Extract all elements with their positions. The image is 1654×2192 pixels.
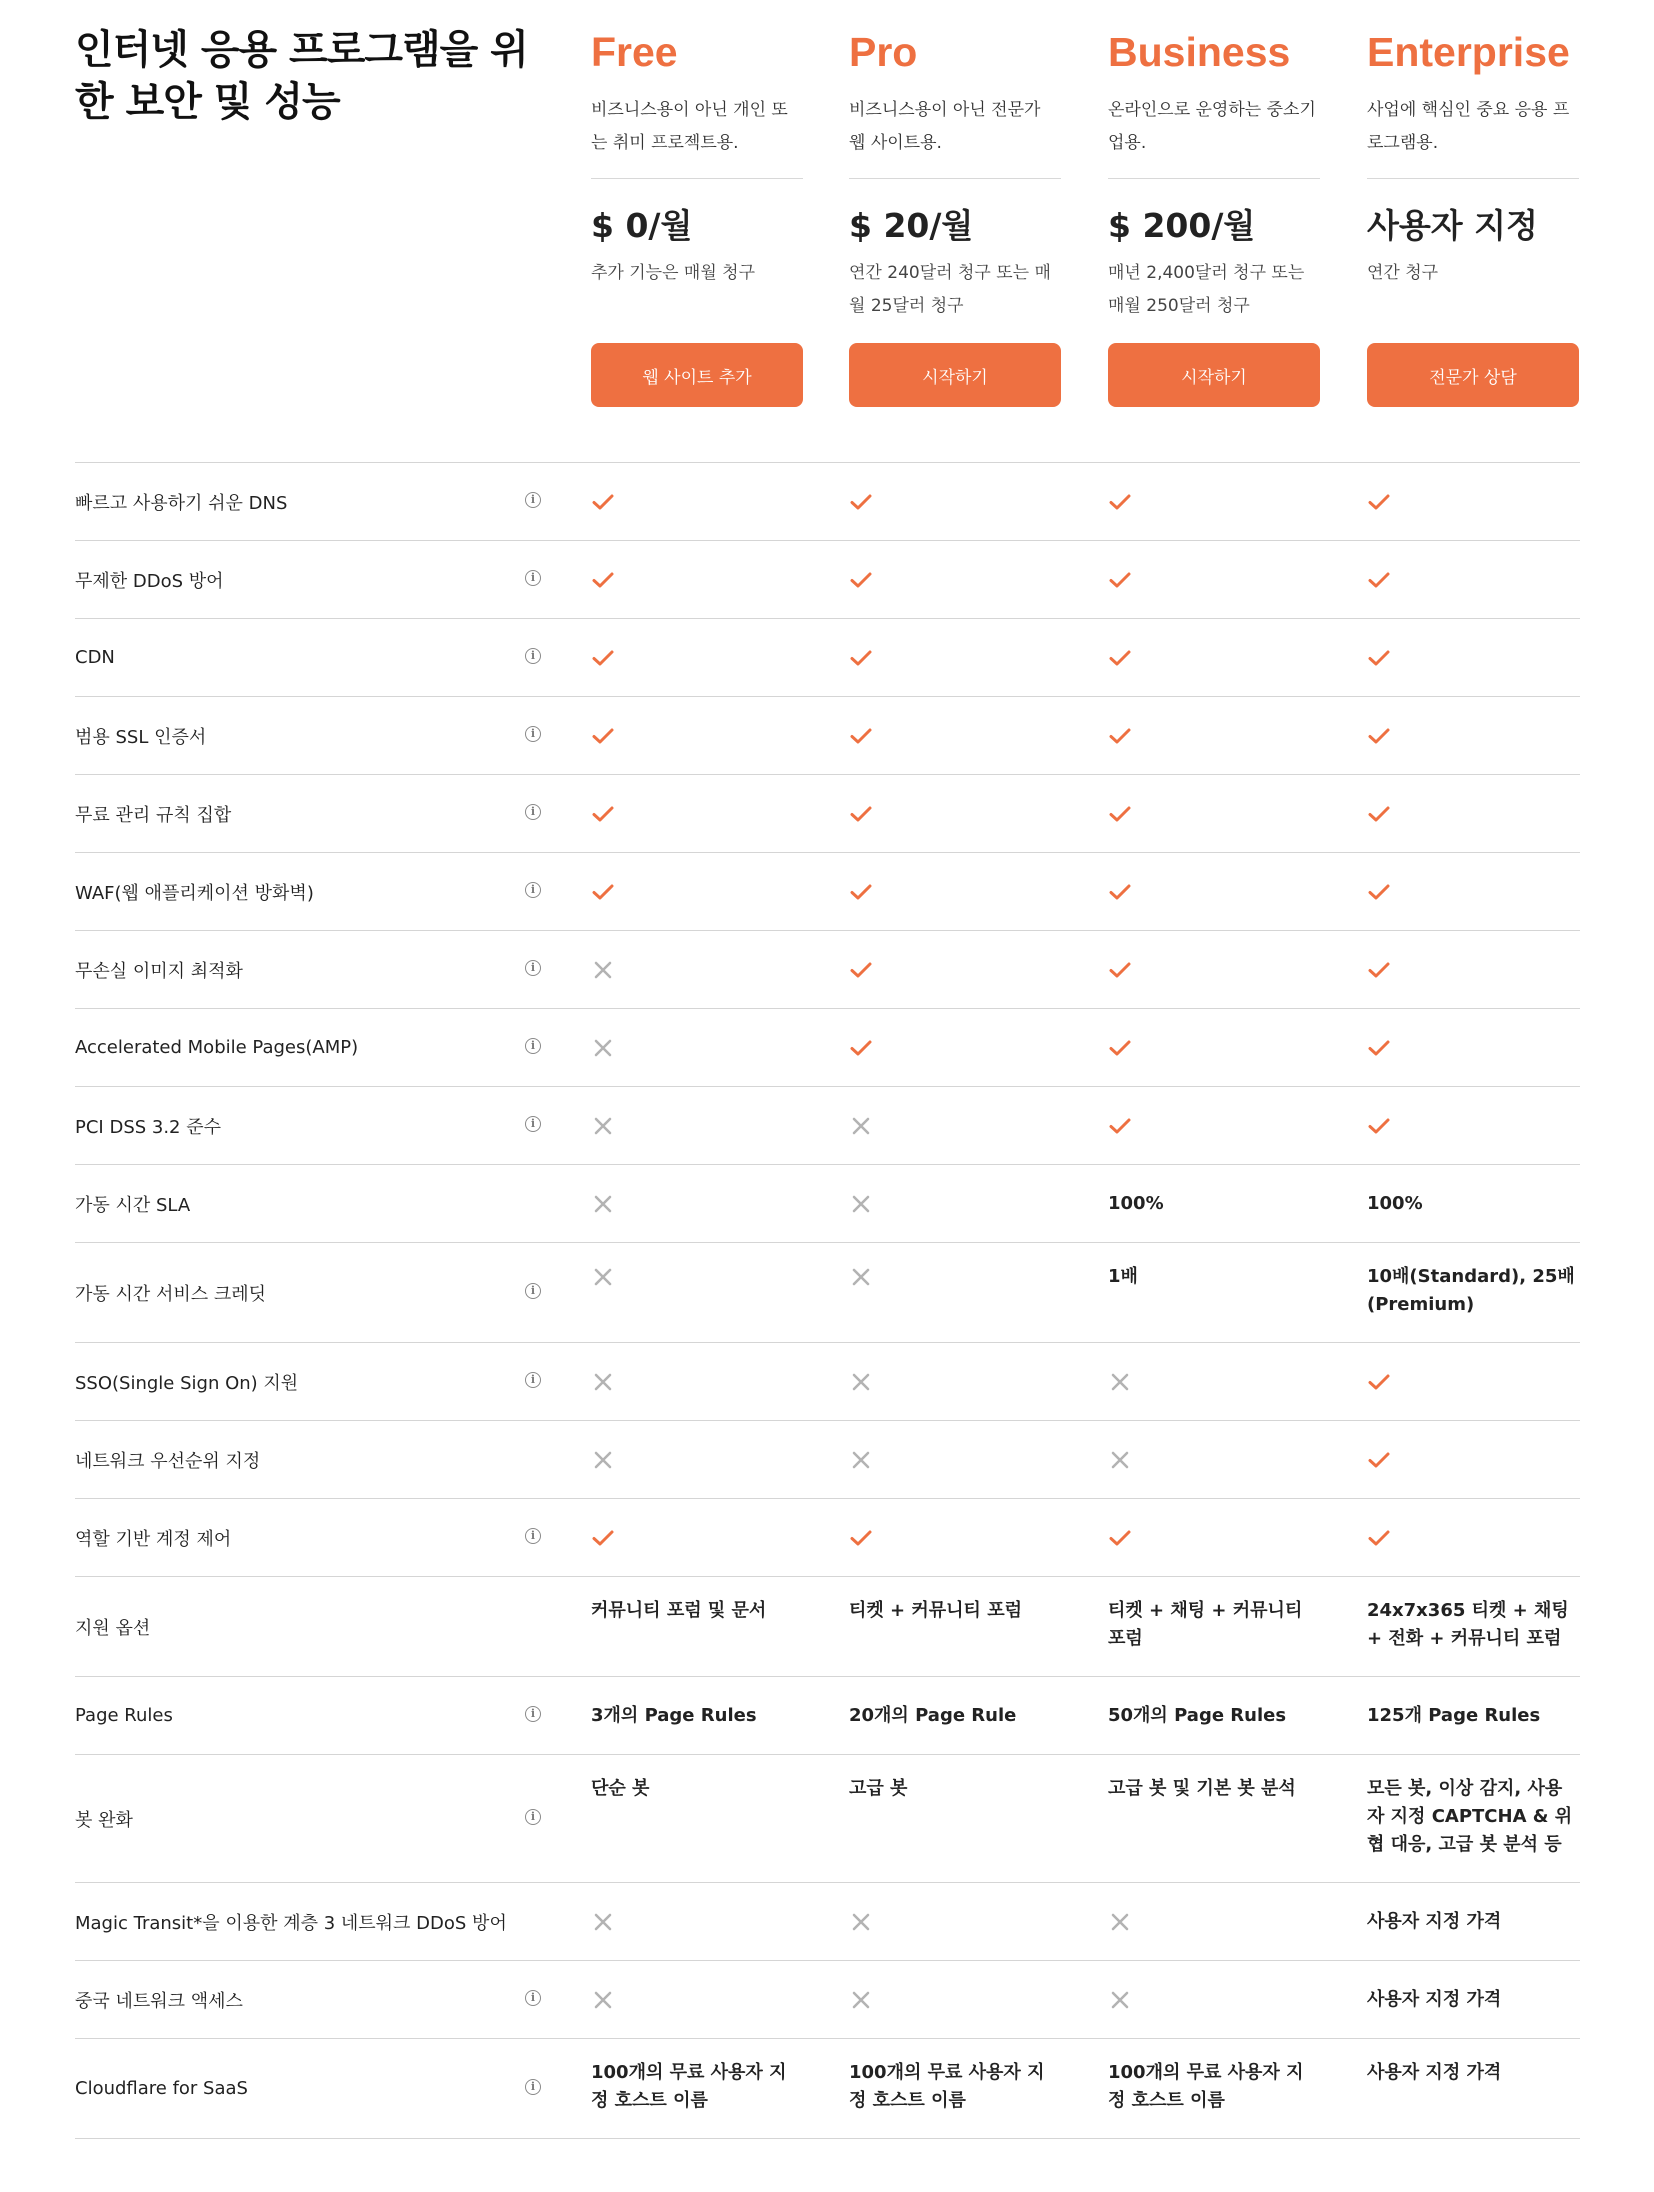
table-row: [75, 2039, 1580, 2139]
cell-enterprise: 사용자 지정 가격: [1367, 1910, 1502, 1932]
info-icon[interactable]: i: [525, 882, 541, 898]
cross-icon: [849, 1114, 873, 1138]
table-row: [75, 1499, 1580, 1577]
cell-enterprise: [1367, 1034, 1579, 1062]
check-icon: [1108, 1036, 1132, 1060]
table-row: [75, 1243, 1580, 1343]
check-icon: [1367, 802, 1391, 826]
feature-label: Magic Transit*을 이용한 계층 3 네트워크 DDoS 방어: [75, 1912, 507, 1934]
plan-name: Free: [591, 29, 678, 75]
cross-icon: [849, 1265, 873, 1289]
feature-label: Cloudflare for SaaS: [75, 2078, 248, 2099]
check-icon: [1367, 646, 1391, 670]
cell-free: [591, 1263, 803, 1291]
cell-pro: [849, 722, 1061, 750]
cell-pro: [849, 1908, 1061, 1936]
cross-icon: [591, 1988, 615, 2012]
cell-business: [1108, 1524, 1320, 1552]
check-icon: [849, 1036, 873, 1060]
cell-business: [1108, 878, 1320, 906]
cell-pro: [849, 1190, 1061, 1218]
table-row: [75, 1009, 1580, 1087]
cell-enterprise: 10배(Standard), 25배 (Premium): [1367, 1266, 1575, 1315]
check-icon: [849, 724, 873, 748]
info-icon[interactable]: i: [525, 726, 541, 742]
cross-icon: [849, 1910, 873, 1934]
plan-divider: [591, 178, 803, 179]
feature-label: SSO(Single Sign On) 지원: [75, 1372, 299, 1394]
table-row: [75, 1677, 1580, 1755]
check-icon: [591, 802, 615, 826]
plan-description: 사업에 핵심인 중요 응용 프로그램용.: [1367, 100, 1570, 153]
feature-label: 봇 완화: [75, 1809, 133, 1831]
check-icon: [849, 958, 873, 982]
cell-business: [1108, 1908, 1320, 1936]
check-icon: [1367, 568, 1391, 592]
cell-pro: [849, 878, 1061, 906]
feature-label: 역할 기반 계정 제어: [75, 1528, 232, 1550]
feature-label: 가동 시간 SLA: [75, 1194, 191, 1216]
table-row: [75, 853, 1580, 931]
cell-enterprise: 모든 봇, 이상 감지, 사용자 지정 CAPTCHA & 위협 대응, 고급 봇 분석 등: [1367, 1778, 1573, 1855]
plan-divider: [1108, 178, 1320, 179]
cell-free: [591, 1908, 803, 1936]
check-icon: [1367, 958, 1391, 982]
cross-icon: [591, 1448, 615, 1472]
table-row: [75, 697, 1580, 775]
cell-pro: [849, 488, 1061, 516]
cell-enterprise: [1367, 1446, 1579, 1474]
cell-free: [591, 1034, 803, 1062]
feature-label: CDN: [75, 647, 115, 668]
check-icon: [1108, 880, 1132, 904]
cell-enterprise: [1367, 878, 1579, 906]
cross-icon: [1108, 1910, 1132, 1934]
cell-pro: [849, 1524, 1061, 1552]
table-row: [75, 619, 1580, 697]
cell-free: [591, 722, 803, 750]
feature-label: 무제한 DDoS 방어: [75, 570, 224, 592]
cross-icon: [591, 1265, 615, 1289]
check-icon: [591, 1526, 615, 1550]
feature-label: 무손실 이미지 최적화: [75, 960, 243, 982]
check-icon: [591, 646, 615, 670]
info-icon[interactable]: i: [525, 1372, 541, 1388]
plan-price: $ 20/월: [849, 206, 974, 245]
table-row: [75, 1087, 1580, 1165]
cell-enterprise: [1367, 488, 1579, 516]
feature-label: PCI DSS 3.2 준수: [75, 1116, 222, 1138]
plan-cta-button-free[interactable]: 웹 사이트 추가: [591, 343, 803, 407]
check-icon: [591, 724, 615, 748]
check-icon: [849, 880, 873, 904]
cell-pro: [849, 644, 1061, 672]
check-icon: [1108, 802, 1132, 826]
cell-enterprise: [1367, 1368, 1579, 1396]
plan-description: 비즈니스용이 아닌 전문가 웹 사이트용.: [849, 100, 1041, 153]
cross-icon: [591, 1114, 615, 1138]
info-icon[interactable]: i: [525, 1038, 541, 1054]
feature-label: 네트워크 우선순위 지정: [75, 1450, 261, 1472]
cell-free: 3개의 Page Rules: [591, 1704, 757, 1726]
check-icon: [849, 802, 873, 826]
cell-business: 고급 봇 및 기본 봇 분석: [1108, 1778, 1296, 1799]
cell-enterprise: 사용자 지정 가격: [1367, 2062, 1502, 2083]
plan-description: 온라인으로 운영하는 중소기업용.: [1108, 100, 1316, 153]
cross-icon: [591, 1370, 615, 1394]
cell-enterprise: 24x7x365 티켓 + 채팅 + 전화 + 커뮤니티 포럼: [1367, 1600, 1569, 1649]
check-icon: [1108, 1526, 1132, 1550]
cell-pro: 100개의 무료 사용자 지정 호스트 이름: [849, 2062, 1045, 2111]
feature-label: 중국 네트워크 액세스: [75, 1990, 243, 2012]
cross-icon: [591, 958, 615, 982]
cell-pro: 고급 봇: [849, 1778, 908, 1799]
info-icon[interactable]: i: [525, 1283, 541, 1299]
check-icon: [1367, 1370, 1391, 1394]
table-row: [75, 775, 1580, 853]
table-row: [75, 541, 1580, 619]
cell-business: 50개의 Page Rules: [1108, 1704, 1287, 1726]
cell-enterprise: [1367, 800, 1579, 828]
cell-business: [1108, 800, 1320, 828]
plan-divider: [849, 178, 1061, 179]
cell-enterprise: [1367, 1112, 1579, 1140]
cell-business: 100개의 무료 사용자 지정 호스트 이름: [1108, 2062, 1304, 2111]
plan-cta-button-enterprise[interactable]: 전문가 상담: [1367, 343, 1579, 407]
plan-price: $ 200/월: [1108, 206, 1256, 245]
check-icon: [591, 568, 615, 592]
cell-business: [1108, 1986, 1320, 2014]
feature-label: 빠르고 사용하기 쉬운 DNS: [75, 492, 288, 514]
table-row: [75, 1883, 1580, 1961]
plan-billing-note: 연간 청구: [1367, 263, 1439, 283]
check-icon: [1367, 1114, 1391, 1138]
cell-business: [1108, 566, 1320, 594]
info-icon[interactable]: i: [525, 1706, 541, 1722]
cross-icon: [591, 1036, 615, 1060]
plan-billing-note: 매년 2,400달러 청구 또는 매월 250달러 청구: [1108, 263, 1305, 316]
cell-pro: [849, 1263, 1061, 1291]
cell-business: 티켓 + 채팅 + 커뮤니티 포럼: [1108, 1600, 1303, 1649]
feature-label: Page Rules: [75, 1705, 173, 1726]
cell-business: [1108, 644, 1320, 672]
check-icon: [1367, 880, 1391, 904]
cell-pro: [849, 1112, 1061, 1140]
table-row: [75, 1755, 1580, 1883]
info-icon[interactable]: i: [525, 2079, 541, 2095]
info-icon[interactable]: i: [525, 570, 541, 586]
check-icon: [849, 646, 873, 670]
feature-label: WAF(웹 애플리케이션 방화벽): [75, 882, 314, 904]
cell-pro: 티켓 + 커뮤니티 포럼: [849, 1600, 1022, 1621]
info-icon[interactable]: i: [525, 1528, 541, 1544]
cell-free: [591, 1446, 803, 1474]
cell-enterprise: [1367, 644, 1579, 672]
cell-business: [1108, 722, 1320, 750]
cross-icon: [1108, 1448, 1132, 1472]
info-icon[interactable]: i: [525, 648, 541, 664]
cell-free: 단순 봇: [591, 1778, 650, 1799]
info-icon[interactable]: i: [525, 804, 541, 820]
cell-business: [1108, 1112, 1320, 1140]
cell-pro: 20개의 Page Rule: [849, 1704, 1017, 1726]
feature-label: 가동 시간 서비스 크레딧: [75, 1283, 267, 1305]
cell-pro: [849, 1446, 1061, 1474]
cell-pro: [849, 800, 1061, 828]
check-icon: [1108, 568, 1132, 592]
check-icon: [1367, 1036, 1391, 1060]
plan-column-enterprise: [1367, 24, 1579, 323]
cell-pro: [849, 1368, 1061, 1396]
cell-free: [591, 1368, 803, 1396]
plan-cta-button-pro[interactable]: 시작하기: [849, 343, 1061, 407]
cell-pro: [849, 1034, 1061, 1062]
cell-business: [1108, 1446, 1320, 1474]
check-icon: [1367, 724, 1391, 748]
plan-cta-button-business[interactable]: 시작하기: [1108, 343, 1320, 407]
plan-price: 사용자 지정: [1367, 206, 1538, 245]
cell-free: [591, 1190, 803, 1218]
check-icon: [1108, 490, 1132, 514]
check-icon: [1367, 490, 1391, 514]
check-icon: [1367, 1526, 1391, 1550]
plan-name: Business: [1108, 29, 1291, 75]
cell-free: [591, 1986, 803, 2014]
plan-price: $ 0/월: [591, 206, 693, 245]
cross-icon: [591, 1192, 615, 1216]
plan-column-pro: [849, 24, 1061, 323]
cross-icon: [849, 1192, 873, 1216]
cross-icon: [1108, 1988, 1132, 2012]
cell-enterprise: [1367, 566, 1579, 594]
cross-icon: [849, 1448, 873, 1472]
cell-free: [591, 956, 803, 984]
check-icon: [1108, 958, 1132, 982]
check-icon: [1367, 1448, 1391, 1472]
page-title: 인터넷 응용 프로그램을 위한 보안 및 성능: [75, 27, 528, 125]
cell-enterprise: 125개 Page Rules: [1367, 1704, 1541, 1726]
feature-label: 지원 옵션: [75, 1617, 151, 1639]
check-icon: [849, 490, 873, 514]
plan-billing-note: 추가 기능은 매월 청구: [591, 263, 756, 283]
info-icon[interactable]: i: [525, 1116, 541, 1132]
feature-label: 범용 SSL 인증서: [75, 726, 207, 748]
check-icon: [1108, 646, 1132, 670]
info-icon[interactable]: i: [525, 492, 541, 508]
check-icon: [849, 1526, 873, 1550]
cell-business: 1배: [1108, 1266, 1138, 1287]
cell-enterprise: [1367, 1524, 1579, 1552]
info-icon[interactable]: i: [525, 960, 541, 976]
cell-business: 100%: [1108, 1192, 1164, 1214]
cell-pro: [849, 1986, 1061, 2014]
info-icon[interactable]: i: [525, 1990, 541, 2006]
cell-business: [1108, 1034, 1320, 1062]
cell-free: 커뮤니티 포럼 및 문서: [591, 1600, 767, 1621]
cell-free: [591, 800, 803, 828]
table-row: [75, 463, 1580, 541]
cross-icon: [849, 1988, 873, 2012]
cell-business: [1108, 956, 1320, 984]
cell-free: [591, 644, 803, 672]
table-row: [75, 1165, 1580, 1243]
plan-name: Enterprise: [1367, 29, 1570, 75]
info-icon[interactable]: i: [525, 1809, 541, 1825]
check-icon: [591, 490, 615, 514]
plan-column-business: [1108, 24, 1320, 323]
feature-comparison-table: [75, 462, 1580, 2139]
cross-icon: [591, 1910, 615, 1934]
cell-pro: [849, 566, 1061, 594]
cross-icon: [1108, 1370, 1132, 1394]
cell-free: [591, 1524, 803, 1552]
cell-free: 100개의 무료 사용자 지정 호스트 이름: [591, 2062, 787, 2111]
cell-enterprise: [1367, 956, 1579, 984]
cell-free: [591, 488, 803, 516]
check-icon: [1108, 724, 1132, 748]
check-icon: [1108, 1114, 1132, 1138]
feature-label: Accelerated Mobile Pages(AMP): [75, 1037, 359, 1058]
cell-free: [591, 1112, 803, 1140]
check-icon: [849, 568, 873, 592]
plan-name: Pro: [849, 29, 918, 75]
table-row: [75, 1961, 1580, 2039]
table-row: [75, 1577, 1580, 1677]
cell-enterprise: 100%: [1367, 1192, 1423, 1214]
table-row: [75, 1343, 1580, 1421]
plan-description: 비즈니스용이 아닌 개인 또는 취미 프로젝트용.: [591, 100, 788, 153]
cell-business: [1108, 488, 1320, 516]
check-icon: [591, 880, 615, 904]
cell-enterprise: [1367, 722, 1579, 750]
feature-label: 무료 관리 규칙 집합: [75, 804, 232, 826]
table-row: [75, 931, 1580, 1009]
plan-column-free: [591, 24, 803, 323]
table-row: [75, 1421, 1580, 1499]
plan-billing-note: 연간 240달러 청구 또는 매월 25달러 청구: [849, 263, 1051, 316]
cell-enterprise: 사용자 지정 가격: [1367, 1988, 1502, 2010]
cross-icon: [849, 1370, 873, 1394]
cell-pro: [849, 956, 1061, 984]
cell-free: [591, 566, 803, 594]
cell-business: [1108, 1368, 1320, 1396]
cell-free: [591, 878, 803, 906]
plan-divider: [1367, 178, 1579, 179]
